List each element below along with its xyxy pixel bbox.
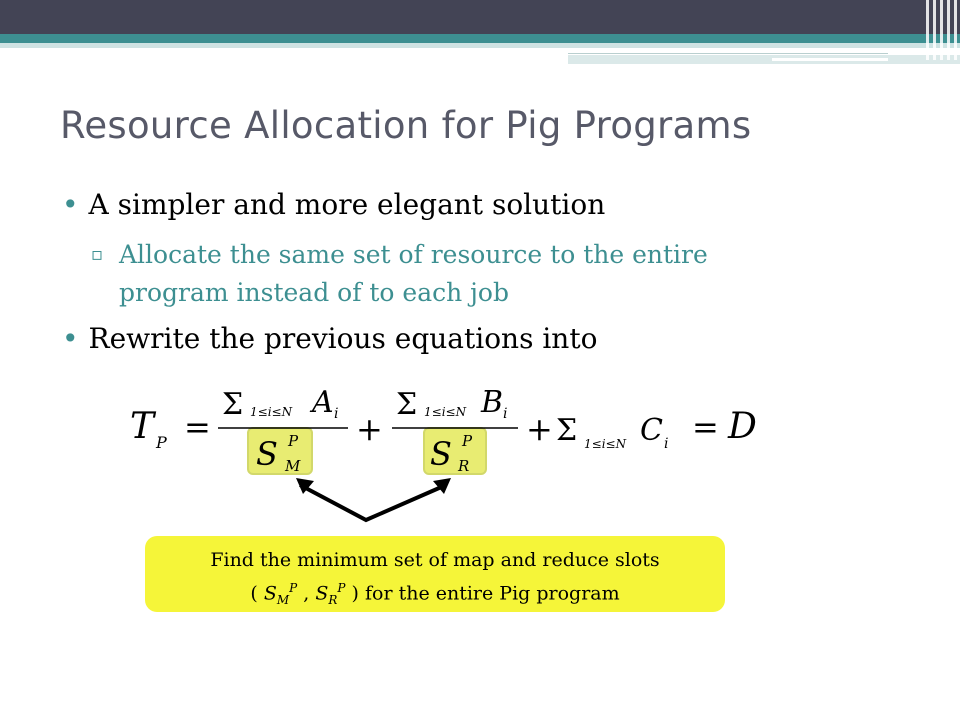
callout-open: ( — [250, 582, 264, 605]
eq-term-a: A — [312, 385, 334, 420]
eq-sum-1: Σ — [222, 387, 244, 422]
bullet-dot: • — [62, 188, 79, 221]
eq-term-b: B — [481, 385, 504, 420]
callout-sr-sub: R — [328, 593, 338, 608]
eq-denom-1-sub: M — [285, 457, 301, 475]
callout-close: ) for the entire Pig program — [345, 582, 620, 605]
eq-sum-2-range: 1≤i≤N — [424, 405, 467, 419]
eq-plus-2: + — [526, 410, 553, 448]
eq-denom-2-s: S — [430, 435, 452, 473]
eq-lhs: T — [130, 406, 155, 447]
callout-sm-sup: P — [289, 581, 298, 595]
slide-title: Resource Allocation for Pig Programs — [60, 104, 752, 147]
eq-term-c: C — [640, 413, 663, 448]
eq-denom-2-sup: P — [462, 432, 473, 450]
bullet-2-text: Rewrite the previous equations into — [88, 322, 598, 355]
callout-box — [145, 536, 725, 612]
bullet-dot: • — [62, 322, 79, 355]
callout-line-1: Find the minimum set of map and reduce slots — [210, 549, 660, 571]
callout-line-2 — [145, 574, 725, 614]
sub-bullet-marker: ▫ — [91, 244, 104, 265]
eq-term-a-index: i — [334, 406, 339, 422]
callout-comma: , — [297, 582, 316, 605]
eq-denom-1-s: S — [256, 435, 278, 473]
callout-sm-sub: M — [276, 593, 290, 608]
eq-sum-1-range: 1≤i≤N — [250, 405, 293, 419]
eq-sum-2: Σ — [396, 387, 418, 422]
eq-equals-1: = — [184, 408, 211, 446]
callout-sr: S — [315, 582, 329, 605]
eq-equals-2: = — [692, 408, 719, 446]
sub-bullet-line-1: Allocate the same set of resource to the entire — [119, 240, 708, 269]
eq-sum-3-range: 1≤i≤N — [584, 437, 627, 451]
callout-sm: S — [263, 582, 277, 605]
eq-denom-1-sup: P — [288, 432, 299, 450]
eq-term-b-index: i — [503, 406, 508, 422]
eq-term-c-index: i — [664, 436, 669, 452]
eq-lhs-sub: P — [156, 433, 167, 452]
arrow-lines — [300, 485, 446, 520]
eq-sum-3: Σ — [556, 413, 578, 448]
callout-sr-sup: P — [337, 581, 346, 595]
eq-plus-1: + — [356, 410, 383, 448]
bullet-1-text: A simpler and more elegant solution — [88, 188, 606, 221]
eq-denom-2-sub: R — [458, 457, 470, 475]
sub-bullet-line-2: program instead of to each job — [119, 278, 509, 307]
eq-rhs: D — [728, 406, 757, 447]
